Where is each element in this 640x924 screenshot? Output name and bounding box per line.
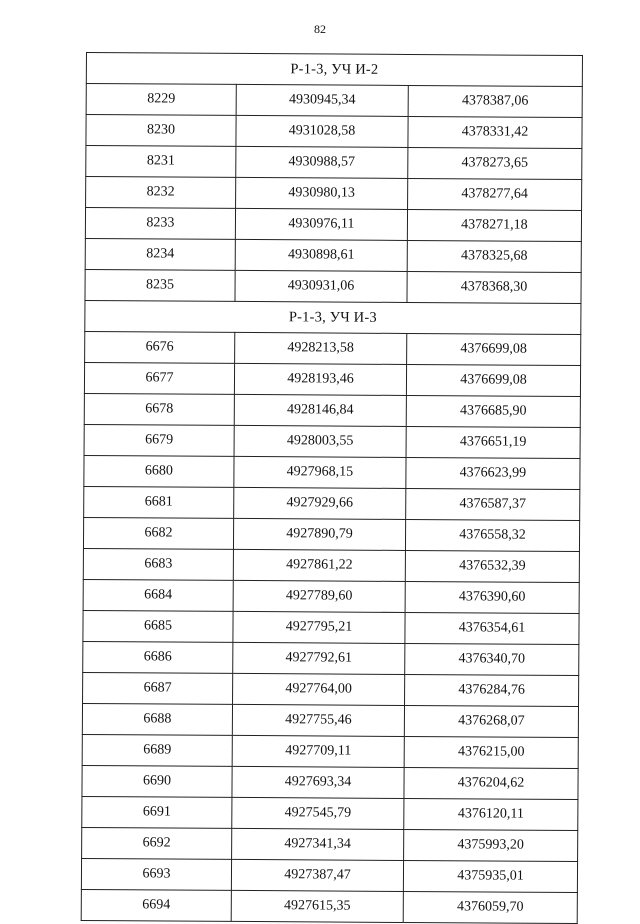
point-number-cell: 8231	[86, 146, 236, 178]
y-coordinate-cell: 4376120,11	[404, 798, 578, 830]
table-row	[86, 84, 582, 118]
table-row	[81, 858, 577, 892]
point-number-cell: 6680	[84, 455, 234, 487]
y-coordinate-cell: 4376215,00	[404, 736, 578, 768]
section-header-row	[85, 300, 581, 334]
y-coordinate-cell: 4376532,39	[405, 550, 579, 582]
y-coordinate-cell: 4378387,06	[408, 85, 582, 117]
point-number-cell: 8235	[85, 269, 235, 301]
table-row	[82, 827, 578, 861]
point-number-cell: 6687	[83, 672, 233, 704]
table-row	[81, 889, 577, 923]
section-header-row	[86, 53, 582, 87]
y-coordinate-cell: 4376354,61	[405, 612, 579, 644]
y-coordinate-cell: 4378277,64	[408, 178, 582, 210]
x-coordinate-cell: 4927929,66	[234, 487, 406, 519]
x-coordinate-cell: 4927755,46	[232, 704, 404, 736]
y-coordinate-cell: 4376204,62	[404, 767, 578, 799]
table-row	[82, 765, 578, 799]
x-coordinate-cell: 4927615,35	[231, 890, 403, 922]
table-row	[84, 362, 580, 396]
point-number-cell: 6688	[82, 703, 232, 735]
point-number-cell: 6691	[82, 796, 232, 828]
point-number-cell: 8234	[85, 238, 235, 270]
y-coordinate-cell: 4378368,30	[407, 271, 581, 303]
point-number-cell: 6683	[83, 548, 233, 580]
table-row	[85, 269, 581, 303]
table-row	[83, 548, 579, 582]
table-row	[82, 734, 578, 768]
x-coordinate-cell: 4930945,34	[236, 84, 408, 116]
point-number-cell: 6685	[83, 610, 233, 642]
y-coordinate-cell: 4378331,42	[408, 116, 582, 148]
point-number-cell: 6679	[84, 424, 234, 456]
x-coordinate-cell: 4927890,79	[233, 518, 405, 550]
coordinates-table-body	[81, 53, 582, 924]
point-number-cell: 8232	[86, 177, 236, 209]
x-coordinate-cell: 4930976,11	[235, 208, 407, 240]
point-number-cell: 6686	[83, 641, 233, 673]
y-coordinate-cell: 4376340,70	[405, 643, 579, 675]
point-number-cell: 8229	[86, 84, 236, 116]
table-row	[83, 579, 579, 613]
y-coordinate-cell: 4376685,90	[406, 395, 580, 427]
point-number-cell: 6677	[84, 362, 234, 394]
x-coordinate-cell: 4927792,61	[233, 642, 405, 674]
table-row	[83, 610, 579, 644]
x-coordinate-cell: 4927861,22	[233, 549, 405, 581]
y-coordinate-cell: 4376558,32	[405, 519, 579, 551]
table-row	[85, 238, 581, 272]
table-row	[82, 796, 578, 830]
x-coordinate-cell: 4927789,60	[233, 580, 405, 612]
x-coordinate-cell: 4930931,06	[235, 270, 407, 302]
y-coordinate-cell: 4378325,68	[407, 240, 581, 272]
point-number-cell: 6684	[83, 579, 233, 611]
page-number: 82	[314, 22, 326, 36]
y-coordinate-cell: 4375935,01	[403, 860, 577, 892]
section-title: Р-1-3, УЧ И-2	[86, 53, 582, 87]
x-coordinate-cell: 4928003,55	[234, 425, 406, 457]
x-coordinate-cell: 4927545,79	[232, 797, 404, 829]
section-title: Р-1-3, УЧ И-3	[85, 300, 581, 334]
table-row	[83, 641, 579, 675]
table-row	[86, 115, 582, 149]
y-coordinate-cell: 4376284,76	[405, 674, 579, 706]
y-coordinate-cell: 4376587,37	[406, 488, 580, 520]
point-number-cell: 6689	[82, 734, 232, 766]
y-coordinate-cell: 4376699,08	[407, 333, 581, 365]
point-number-cell: 6681	[84, 486, 234, 518]
y-coordinate-cell: 4375993,20	[404, 829, 578, 861]
x-coordinate-cell: 4927764,00	[233, 673, 405, 705]
x-coordinate-cell: 4928213,58	[235, 332, 407, 364]
x-coordinate-cell: 4927387,47	[231, 859, 403, 891]
table-row	[84, 486, 580, 520]
point-number-cell: 6694	[81, 889, 231, 921]
table-row	[84, 393, 580, 427]
point-number-cell: 6676	[85, 331, 235, 363]
x-coordinate-cell: 4927709,11	[232, 735, 404, 767]
y-coordinate-cell: 4378273,65	[408, 147, 582, 179]
table-row	[85, 331, 581, 365]
x-coordinate-cell: 4930898,61	[235, 239, 407, 271]
table-row	[82, 703, 578, 737]
table-row	[85, 208, 581, 242]
y-coordinate-cell: 4376390,60	[405, 581, 579, 613]
y-coordinate-cell: 4376059,70	[403, 891, 577, 923]
point-number-cell: 6682	[83, 517, 233, 549]
coordinates-table	[81, 52, 583, 924]
x-coordinate-cell: 4930988,57	[236, 146, 408, 178]
x-coordinate-cell: 4927341,34	[232, 828, 404, 860]
y-coordinate-cell: 4376699,08	[406, 364, 580, 396]
table-row	[86, 177, 582, 211]
table-row	[83, 517, 579, 551]
point-number-cell: 6678	[84, 393, 234, 425]
x-coordinate-cell: 4927968,15	[234, 456, 406, 488]
y-coordinate-cell: 4376651,19	[406, 426, 580, 458]
point-number-cell: 6690	[82, 765, 232, 797]
y-coordinate-cell: 4376623,99	[406, 457, 580, 489]
x-coordinate-cell: 4927693,34	[232, 766, 404, 798]
x-coordinate-cell: 4930980,13	[236, 177, 408, 209]
table-row	[83, 672, 579, 706]
x-coordinate-cell: 4927795,21	[233, 611, 405, 643]
table-row	[84, 424, 580, 458]
point-number-cell: 8233	[85, 208, 235, 240]
point-number-cell: 6692	[82, 827, 232, 859]
point-number-cell: 6693	[81, 858, 231, 890]
table-row	[84, 455, 580, 489]
y-coordinate-cell: 4378271,18	[407, 209, 581, 241]
x-coordinate-cell: 4928146,84	[234, 394, 406, 426]
x-coordinate-cell: 4931028,58	[236, 115, 408, 147]
table-row	[86, 146, 582, 180]
y-coordinate-cell: 4376268,07	[404, 705, 578, 737]
x-coordinate-cell: 4928193,46	[234, 363, 406, 395]
point-number-cell: 8230	[86, 115, 236, 147]
